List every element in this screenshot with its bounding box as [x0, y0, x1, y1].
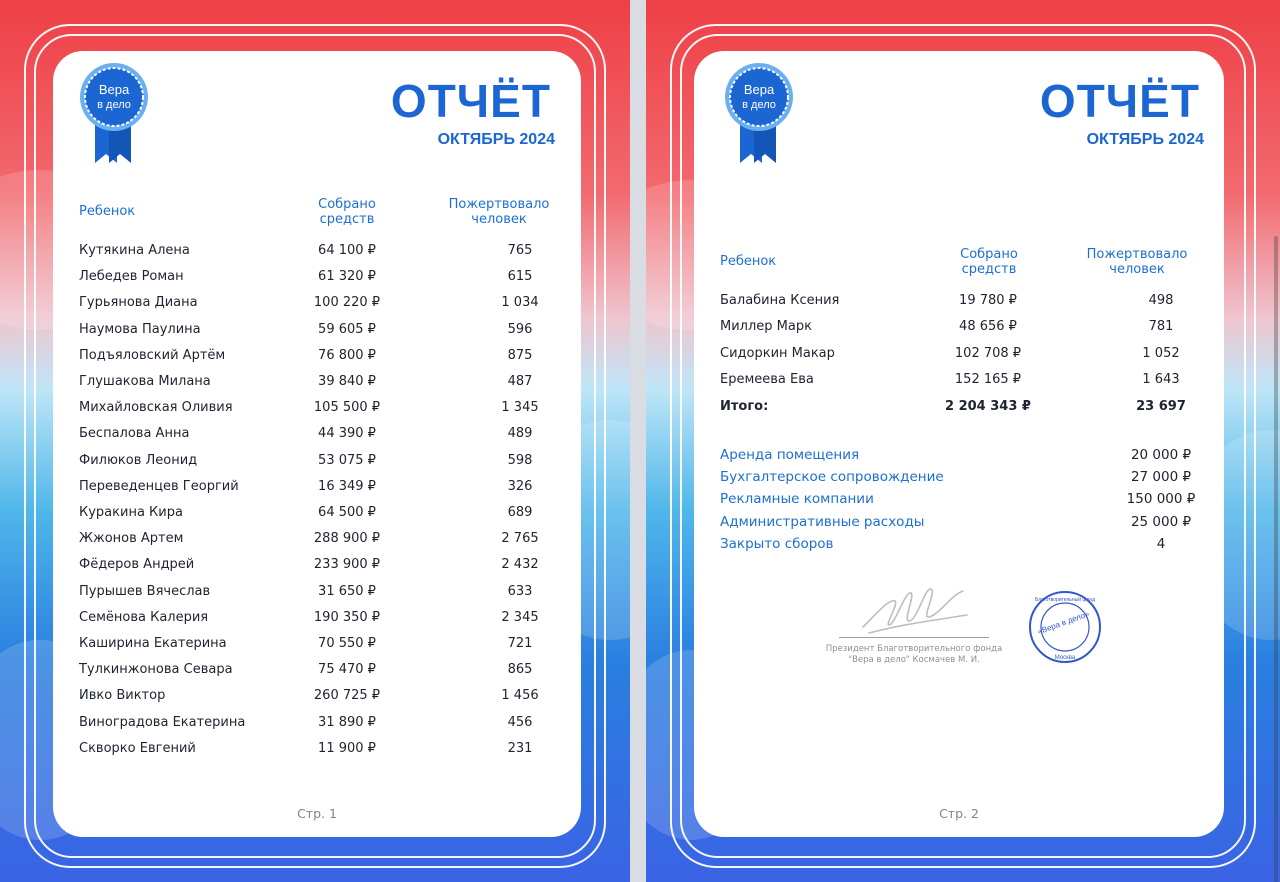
report-page-1 — [0, 0, 630, 882]
child-name: Каширина Екатерина — [79, 636, 227, 651]
collected-amount: 59 605 ₽ — [318, 321, 376, 337]
expense-value: 25 000 ₽ — [1130, 513, 1192, 530]
collected-amount: 44 390 ₽ — [318, 426, 376, 442]
child-name: Фёдеров Андрей — [79, 557, 195, 573]
table-row — [79, 631, 555, 657]
collected-amount: 102 708 ₽ — [954, 345, 1022, 361]
page-number: Стр. 1 — [297, 806, 337, 821]
ribbon-badge-logo-icon — [79, 63, 149, 167]
table-row — [720, 314, 1198, 340]
donors-count: 498 — [1148, 293, 1174, 308]
donors-count: 689 — [507, 505, 533, 520]
child-name: Сидоркин Макар — [720, 345, 835, 361]
logo-text-line1: Вера — [98, 82, 130, 97]
signature-icon — [859, 581, 969, 637]
collected-amount: 31 890 ₽ — [318, 714, 376, 730]
table-row — [79, 552, 555, 578]
collected-amount: 260 725 ₽ — [313, 688, 381, 704]
child-name: Подъяловский Артём — [79, 347, 226, 363]
collected-amount: 48 656 ₽ — [959, 319, 1017, 335]
donors-count: 1 052 — [1142, 345, 1180, 361]
child-name: Ивко Виктор — [79, 688, 166, 704]
table-row — [79, 421, 555, 447]
signature-block — [825, 581, 1003, 681]
child-name: Виноградова Екатерина — [79, 714, 246, 730]
collected-amount: 19 780 ₽ — [959, 293, 1017, 308]
svg-text:Москва: Москва — [1054, 655, 1076, 661]
donors-count: 875 — [507, 347, 533, 363]
table-row — [79, 448, 555, 474]
donors-count: 765 — [507, 243, 533, 258]
expense-label: Административные расходы — [720, 513, 925, 530]
table-row — [720, 367, 1198, 393]
donors-count: 596 — [507, 321, 533, 337]
expense-value: 27 000 ₽ — [1130, 469, 1192, 486]
collected-amount: 53 075 ₽ — [318, 452, 376, 468]
table-row — [79, 264, 555, 290]
signature-line — [839, 637, 989, 638]
table-row — [79, 395, 555, 421]
child-name: Кутякина Алена — [79, 243, 190, 258]
report-card — [53, 51, 581, 837]
table-row — [79, 238, 555, 264]
ribbon-badge-logo-icon — [724, 63, 794, 167]
collected-amount: 70 550 ₽ — [318, 636, 376, 651]
report-title: ОТЧЁТ — [1039, 75, 1200, 127]
header-child: Ребенок — [720, 254, 777, 269]
child-name: Еремеева Ева — [720, 371, 814, 387]
collected-amount: 76 800 ₽ — [318, 347, 376, 363]
collected-amount: 61 320 ₽ — [318, 269, 376, 285]
child-name: Гурьянова Диана — [79, 295, 198, 311]
child-name: Куракина Кира — [79, 505, 183, 520]
total-donors: 23 697 — [1136, 399, 1186, 414]
table-row — [79, 343, 555, 369]
report-title: ОТЧЁТ — [390, 75, 551, 127]
child-name: Переведенцев Георгий — [79, 478, 239, 494]
table-row — [79, 369, 555, 395]
svg-text:«Вера в дело»: «Вера в дело» — [1036, 609, 1091, 637]
donors-count: 1 345 — [501, 400, 539, 416]
report-period: ОКТЯБРЬ 2024 — [1086, 131, 1204, 148]
child-name: Миллер Марк — [720, 319, 812, 335]
table-row — [79, 683, 555, 709]
collected-amount: 152 165 ₽ — [954, 371, 1022, 387]
logo-text-line1: Вера — [743, 82, 775, 97]
expense-label: Аренда помещения — [720, 447, 860, 463]
expense-row — [720, 466, 1198, 488]
expense-value: 4 — [1156, 535, 1166, 552]
donors-count: 231 — [507, 740, 533, 756]
child-name: Беспалова Анна — [79, 426, 190, 442]
donors-count: 1 034 — [501, 295, 539, 311]
child-name: Балабина Ксения — [720, 293, 840, 308]
child-name: Жжонов Артем — [79, 531, 184, 547]
signature-caption: Президент Благотворительного фонда "Вера в дело" Космачев М. И. — [825, 644, 1003, 665]
child-name: Михайловская Оливия — [79, 400, 233, 416]
donors-count: 781 — [1148, 319, 1174, 335]
header-donors: Пожертвовало человек — [1086, 247, 1188, 277]
child-name: Семёнова Калерия — [79, 609, 209, 625]
total-collected: 2 204 343 ₽ — [945, 399, 1031, 414]
total-row — [720, 394, 1198, 420]
collected-amount: 105 500 ₽ — [313, 400, 381, 416]
expense-label: Бухгалтерское сопровождение — [720, 469, 944, 486]
child-name: Наумова Паулина — [79, 321, 201, 337]
stamp-seal-icon — [1027, 589, 1103, 665]
collected-amount: 16 349 ₽ — [318, 478, 376, 494]
header-collected: Собрано средств — [318, 197, 376, 227]
expense-label: Закрыто сборов — [720, 535, 834, 552]
donors-count: 2 345 — [501, 609, 539, 625]
expense-value: 150 000 ₽ — [1126, 491, 1196, 508]
table-row — [79, 474, 555, 500]
collected-amount: 64 100 ₽ — [318, 243, 376, 258]
table-row — [79, 290, 555, 316]
collected-amount: 31 650 ₽ — [318, 583, 376, 599]
expense-row — [720, 533, 1198, 555]
child-name: Тулкинжонова Севара — [79, 662, 233, 678]
report-card — [694, 51, 1224, 837]
child-name: Пурышев Вячеслав — [79, 583, 211, 599]
svg-text:Благотворительный фонд: Благотворительный фонд — [1034, 597, 1096, 603]
collected-amount: 39 840 ₽ — [318, 374, 376, 389]
expense-label: Рекламные компании — [720, 491, 874, 508]
expense-row — [720, 444, 1198, 466]
donors-count: 865 — [507, 662, 533, 678]
collected-amount: 75 470 ₽ — [318, 662, 376, 678]
table-row — [79, 657, 555, 683]
header-child: Ребенок — [79, 204, 136, 219]
logo-text-line2: в дело — [742, 99, 776, 111]
table-row — [79, 710, 555, 736]
donors-count: 326 — [507, 478, 533, 494]
expense-value: 20 000 ₽ — [1130, 447, 1192, 463]
donors-count: 1 643 — [1142, 371, 1180, 387]
table-row — [79, 605, 555, 631]
report-page-2 — [646, 0, 1280, 882]
page-number: Стр. 2 — [939, 806, 979, 821]
expense-row — [720, 511, 1198, 533]
table-row — [720, 288, 1198, 314]
collected-amount: 100 220 ₽ — [313, 295, 381, 311]
table-row — [79, 736, 555, 762]
expense-row — [720, 488, 1198, 510]
table-row — [79, 500, 555, 526]
header-donors: Пожертвовало человек — [448, 197, 550, 227]
donors-count: 2 765 — [501, 531, 539, 547]
donors-count: 2 432 — [501, 557, 539, 573]
donors-count: 615 — [507, 269, 533, 285]
collected-amount: 64 500 ₽ — [318, 505, 376, 520]
collected-amount: 233 900 ₽ — [313, 557, 381, 573]
child-name: Глушакова Милана — [79, 374, 211, 389]
table-row — [79, 317, 555, 343]
donors-count: 598 — [507, 452, 533, 468]
total-label: Итого: — [720, 399, 769, 414]
child-name: Лебедев Роман — [79, 269, 184, 285]
table-row — [79, 579, 555, 605]
donors-count: 487 — [507, 374, 533, 389]
child-name: Филюков Леонид — [79, 452, 198, 468]
donors-count: 489 — [507, 426, 533, 442]
donors-count: 721 — [507, 636, 533, 651]
collected-amount: 11 900 ₽ — [318, 740, 376, 756]
header-collected: Собрано средств — [960, 247, 1018, 277]
donors-count: 1 456 — [501, 688, 539, 704]
table-row — [720, 341, 1198, 367]
logo-text-line2: в дело — [97, 99, 131, 111]
collected-amount: 190 350 ₽ — [313, 609, 381, 625]
child-name: Скворко Евгений — [79, 740, 196, 756]
collected-amount: 288 900 ₽ — [313, 531, 381, 547]
report-period: ОКТЯБРЬ 2024 — [437, 131, 555, 148]
donors-count: 456 — [507, 714, 533, 730]
scrollbar[interactable] — [1274, 236, 1278, 882]
table-row — [79, 526, 555, 552]
donors-count: 633 — [507, 583, 533, 599]
